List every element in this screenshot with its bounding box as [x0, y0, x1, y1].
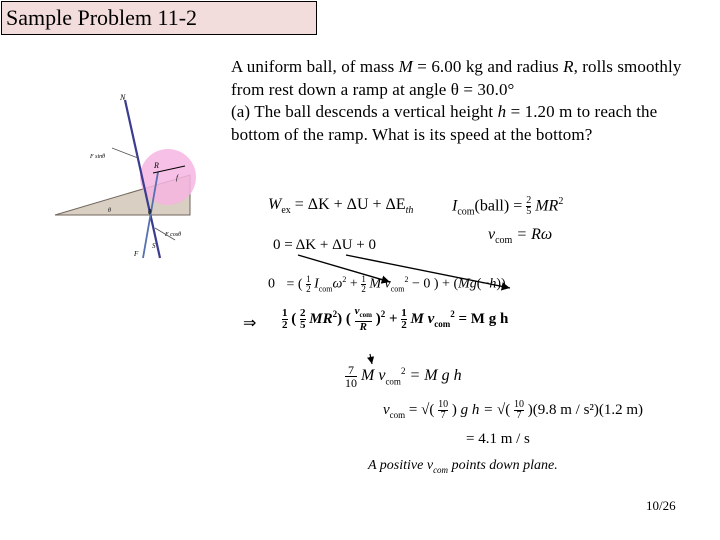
problem-part-a: (a) The ball descends a vertical height h = 1.20 m to reach the bottom of the ramp. What is its speed at the bottom? — [231, 102, 658, 144]
label-fg: F — [134, 250, 139, 258]
slide-title: Sample Problem 11-2 — [1, 1, 317, 35]
kinetic-energy-equation: 0 = ( $\frac{1}{2}$ $I_{com}\omega^2$ + $\frac{1}{2}$ M $v_{com}^2 - 0$ ) + (Mg(−h)) — [268, 274, 506, 294]
zero-energy-equation: 0 = ΔK + ΔU + 0 — [273, 237, 377, 253]
implies-symbol: ⇒ — [243, 315, 257, 332]
rolling-condition: $v_{com} = R\omega$ — [488, 226, 553, 247]
label-fgcos: F cosθ — [165, 232, 182, 238]
speed-result: = 4.1 m / s — [466, 431, 530, 447]
moment-of-inertia: $I_{com}(ball)$ = $\frac{2}{5}$ $MR^2$ — [452, 195, 564, 218]
label-theta-a: θ — [108, 208, 111, 214]
label-normal: N — [120, 93, 126, 102]
sign-note: A positive $v_{com}$ points down plane. — [368, 458, 558, 475]
energy-equation: $W_{ex} = \Delta K + \Delta U + \Delta E_{th}$ — [268, 196, 414, 217]
substitution-equation: $\frac{1}{2}$ ( $\frac{2}{5}$ $MR^2$) ( $v_{com}$ R )$^2$ + $\frac{1}{2}$ M $v_{com}^2 = M$ g h — [282, 305, 509, 334]
label-theta-b: θ — [148, 208, 152, 216]
speed-formula: $v_{com}$ = √( $\frac{10}{7}$ ) g h = √( $\frac{10}{7}$ )(9.8 m / s²)(1.2 m) — [383, 399, 644, 421]
page-number: 10/26 — [646, 498, 676, 513]
label-f: f — [176, 174, 178, 182]
implies-line — [243, 313, 256, 333]
problem-intro: A uniform ball, of mass M = 6.00 kg and radius R, rolls smoothly from rest down a ramp at angle θ = 30.0° — [231, 57, 682, 99]
simplified-equation: $\frac{7}{10}$ M $v_{com}^2 = M$ g h — [345, 363, 462, 390]
label-S: S — [152, 242, 156, 250]
label-R: R — [154, 161, 159, 170]
label-fgsin: F sinθ — [90, 154, 106, 160]
